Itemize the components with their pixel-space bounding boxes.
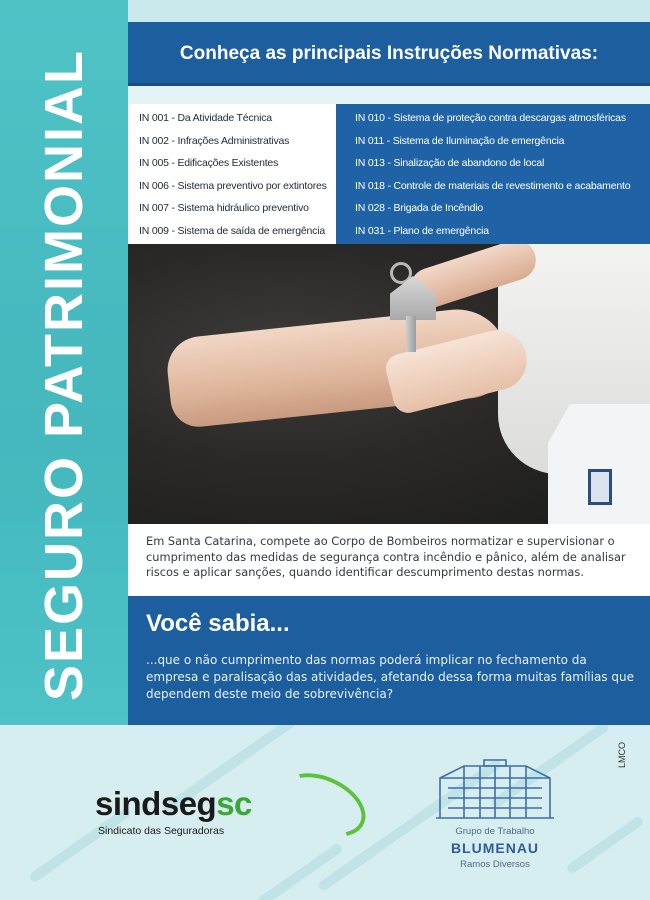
model-window-shape: [588, 469, 612, 505]
instruction-item: IN 031 - Plano de emergência: [355, 224, 489, 237]
key-blade-shape: [406, 316, 416, 352]
instruction-item: IN 028 - Brigada de Incêndio: [355, 202, 484, 214]
blumenau-line-3: Ramos Diversos: [460, 859, 530, 870]
divider-strip: [128, 86, 650, 104]
sindseg-subtitle: Sindicato das Seguradoras: [98, 825, 225, 837]
sindseg-logo: [95, 785, 252, 837]
header-title: Conheça as principais Instruções Normativas:: [179, 43, 599, 64]
description-text: Em Santa Catarina, compete ao Corpo de Bombeiros normatizar e supervisionar o cumprimento das medidas de segurança contra incêndio e pânico, além de analisar riscos e aplicar sanções, quando identificar descumprimento destas normas.: [146, 534, 626, 579]
instruction-item: IN 018 - Controle de materiais de revestimento e acabamento: [355, 179, 631, 192]
blumenau-line-1: Grupo de Trabalho: [455, 826, 535, 837]
fact-title: Você sabia...: [146, 610, 290, 637]
lmco-credit: LMCO: [617, 742, 627, 769]
building-icon: [434, 758, 556, 822]
fact-text: ...que o não cumprimento das normas poderá implicar no fechamento da empresa e paralisação das atividades, afetando dessa forma muitas famílias que dependem deste meio de sobrevivência?: [146, 653, 634, 701]
instruction-item: IN 005 - Edificações Existentes: [139, 157, 279, 169]
side-title: SEGURO PATRIMONIAL: [34, 49, 94, 701]
instructions-left-column: [128, 104, 336, 244]
sindseg-wordmark: [95, 785, 252, 823]
instruction-item: IN 009 - Sistema de saída de emergência: [139, 224, 325, 237]
instruction-item: IN 011 - Sistema de Iluminação de emergência: [355, 134, 565, 147]
instructions-right-column: [336, 104, 650, 244]
hands-keys-photo: [128, 244, 650, 524]
instruction-item: IN 006 - Sistema preventivo por extintores: [139, 179, 327, 192]
fact-band: [128, 596, 650, 725]
instructions-table: [128, 104, 650, 244]
sindseg-word: sindseg: [95, 785, 217, 822]
instruction-item: IN 007 - Sistema hidráulico preventivo: [139, 202, 309, 214]
instruction-item: IN 001 - Da Atividade Técnica: [139, 112, 272, 124]
instruction-item: IN 013 - Sinalização de abandono de local: [355, 157, 545, 169]
instruction-item: IN 002 - Infrações Administrativas: [139, 134, 290, 147]
header-bar: [128, 22, 650, 86]
top-strip: [128, 0, 650, 22]
sindseg-sc: sc: [216, 785, 252, 822]
blumenau-logo: [420, 758, 570, 870]
instruction-item: IN 010 - Sistema de proteção contra descargas atmosféricas: [355, 112, 626, 124]
side-band: [0, 0, 128, 725]
main-panel: [128, 0, 650, 725]
blumenau-line-2: BLUMENAU: [450, 840, 540, 856]
model-house-shape: [548, 404, 650, 524]
